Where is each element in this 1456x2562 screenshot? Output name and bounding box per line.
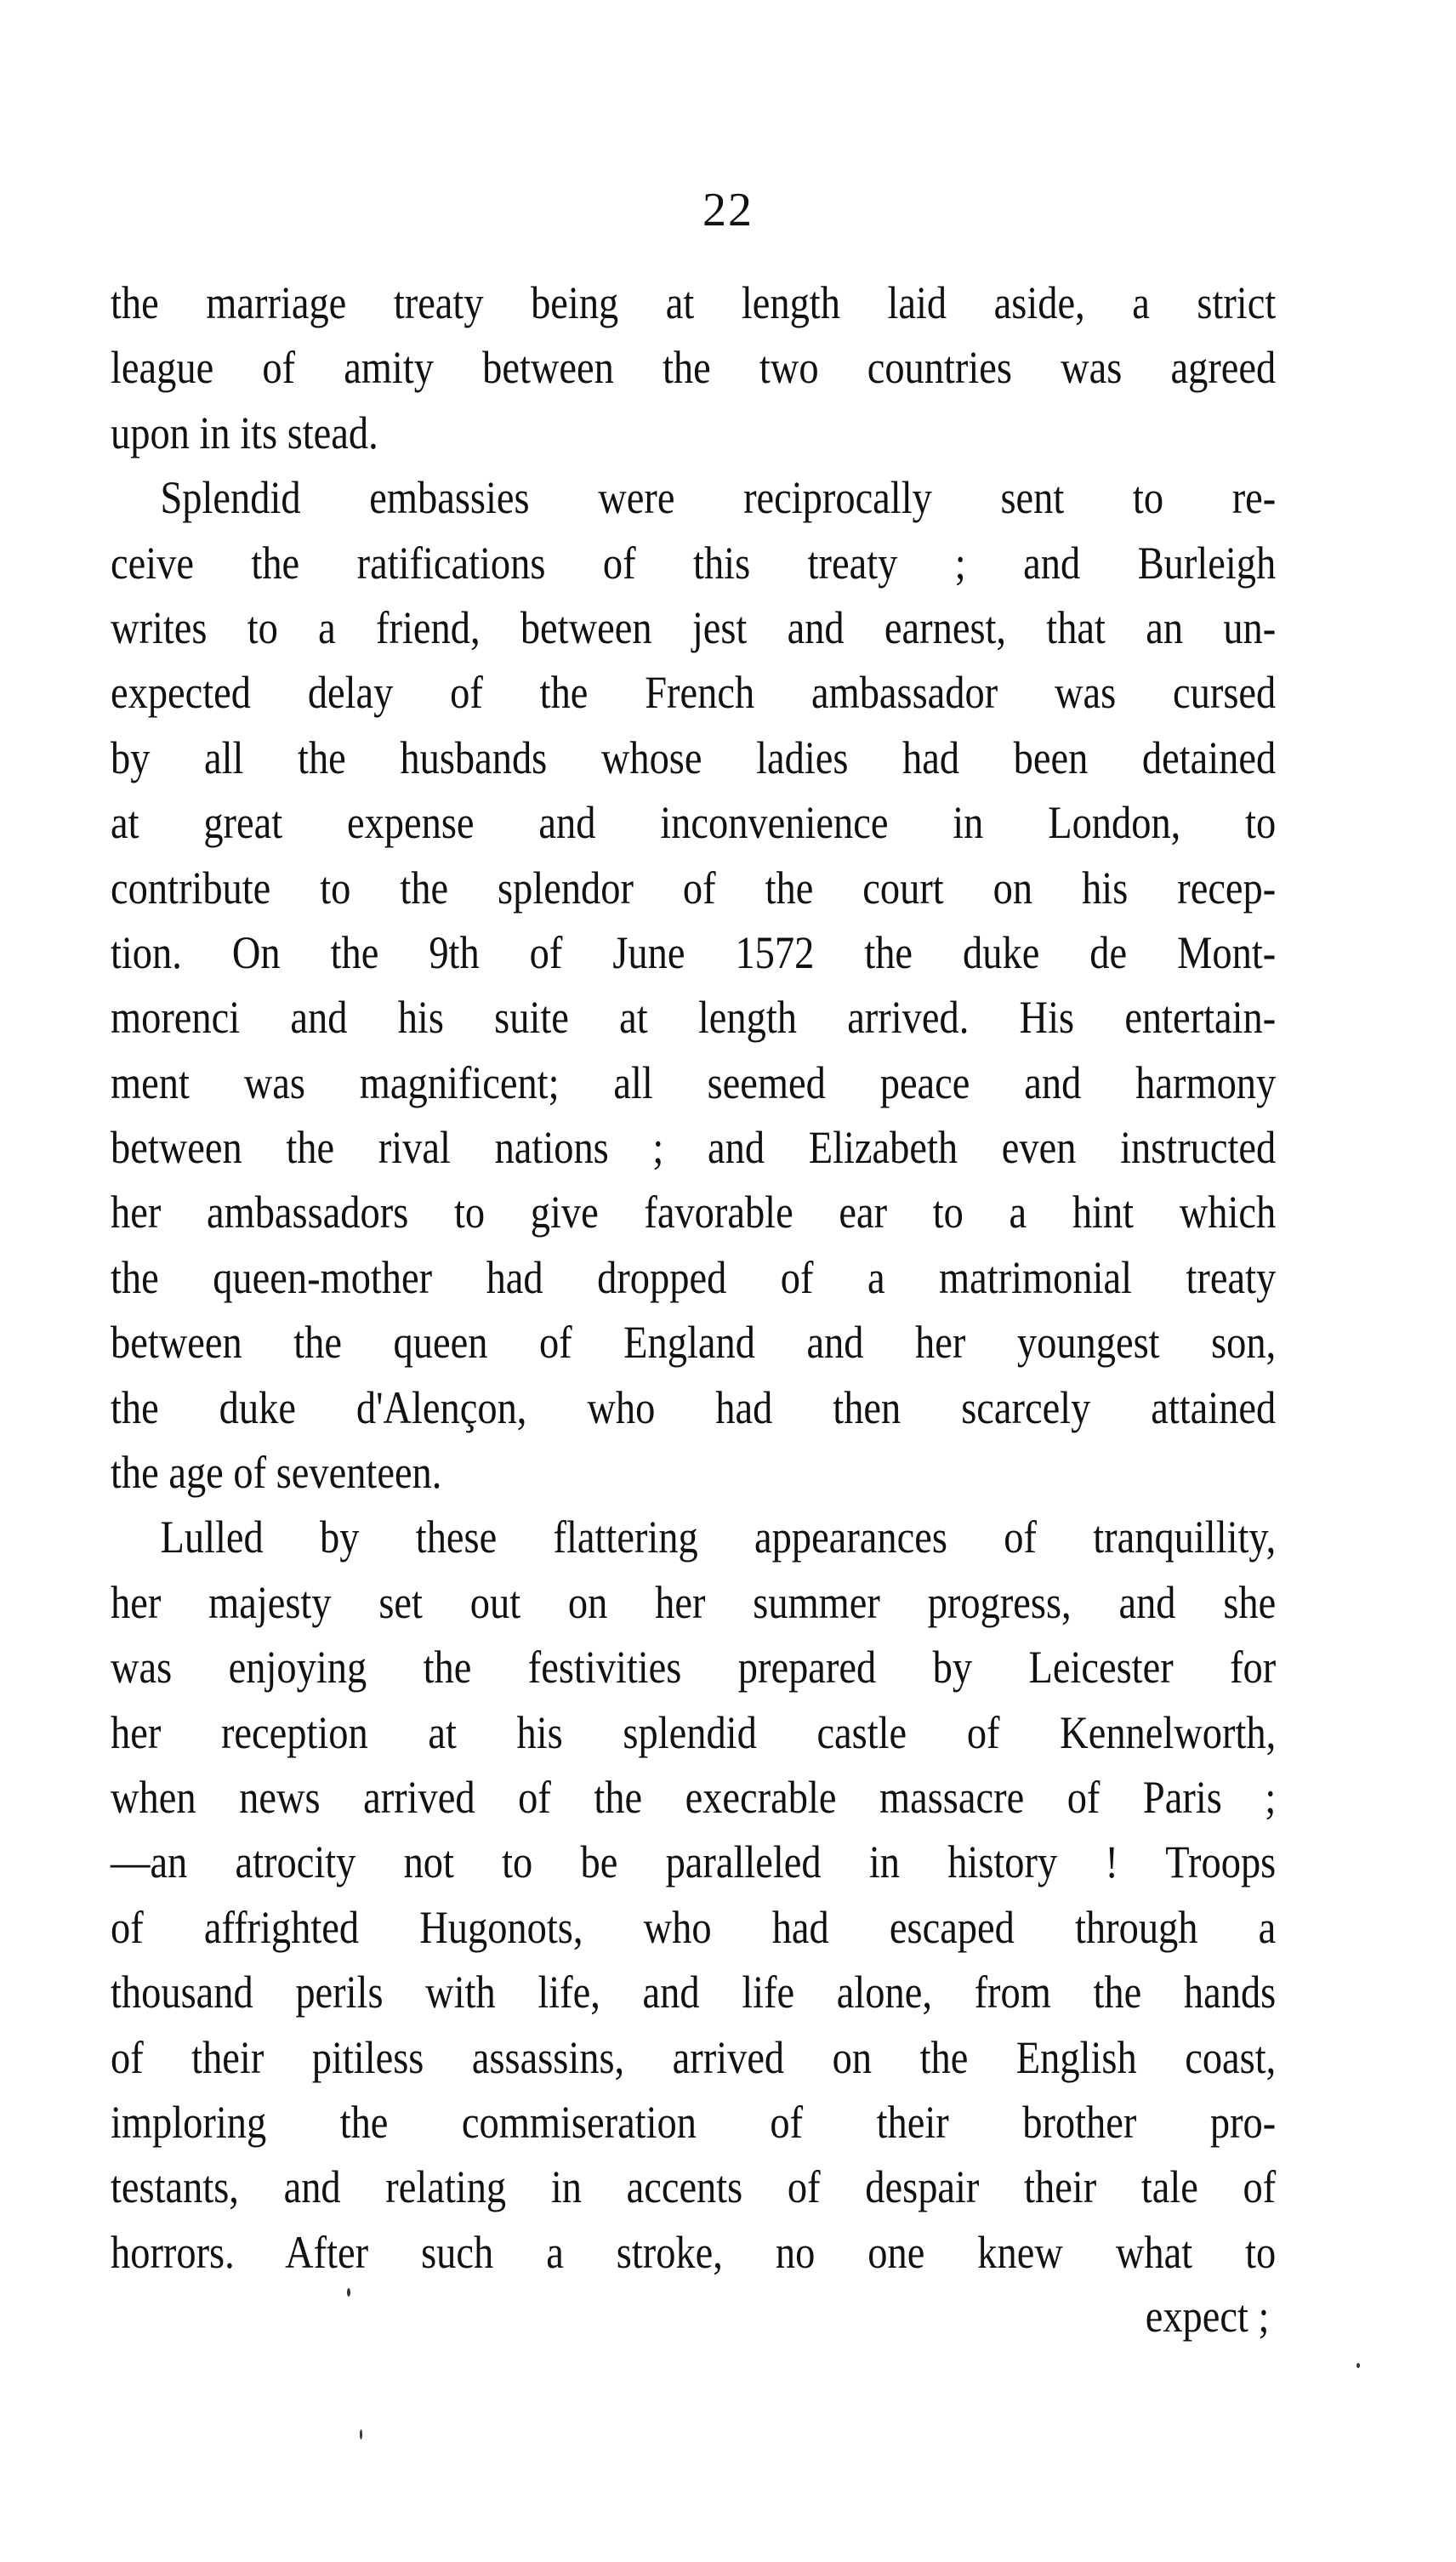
text-line: horrors. After such a stroke, no one knew what to [111, 2226, 1277, 2278]
text-line: the duke d'Alençon, who had then scarcely attained [111, 1381, 1277, 1433]
text-line: expected delay of the French ambassador was cursed [111, 667, 1277, 719]
text-line: the marriage treaty being at length laid aside, a strict [111, 277, 1277, 328]
ink-speck [347, 2288, 350, 2297]
text-line: the queen-mother had dropped of a matrimonial treaty [111, 1251, 1277, 1303]
text-line: writes to a friend, between jest and earnest, that an un- [111, 601, 1277, 653]
text-line: imploring the commiseration of their brother pro- [111, 2096, 1277, 2148]
page-number: 22 [702, 184, 754, 236]
text-line: tion. On the 9th of June 1572 the duke de Mont- [111, 926, 1277, 978]
text-line: contribute to the splendor of the court on his recep- [111, 862, 1277, 914]
catchword: expect ; [1145, 2291, 1269, 2342]
text-line: morenci and his suite at length arrived. His entertain- [111, 992, 1277, 1044]
text-line: her reception at his splendid castle of Kennelworth, [111, 1706, 1277, 1758]
text-line: at great expense and inconvenience in London, to [111, 797, 1277, 849]
ink-speck [1356, 2363, 1360, 2368]
text-line: was enjoying the festivities prepared by Leicester for [111, 1642, 1277, 1694]
text-line: ment was magnificent; all seemed peace and harmony [111, 1056, 1277, 1108]
ink-speck [360, 2429, 362, 2440]
body-text [111, 270, 1276, 2285]
text-line: the age of seventeen. [111, 1447, 442, 1499]
text-line: her ambassadors to give favorable ear to a hint which [111, 1187, 1277, 1238]
text-line: between the queen of England and her youngest son, [111, 1317, 1277, 1369]
text-line: ceive the ratifications of this treaty ; and Burleigh [111, 537, 1277, 589]
text-line: thousand perils with life, and life alone, from the hands [111, 1967, 1277, 2018]
text-line: of their pitiless assassins, arrived on the English coast, [111, 2031, 1277, 2083]
text-line: league of amity between the two countries was agreed [111, 342, 1277, 394]
text-line: —an atrocity not to be paralleled in history ! Troops [111, 1836, 1277, 1888]
paragraph [111, 465, 1276, 1505]
text-line: upon in its stead. [111, 407, 378, 458]
text-line: her majesty set out on her summer progress, and she [111, 1576, 1277, 1628]
paragraph [111, 270, 1276, 465]
text-line: by all the husbands whose ladies had been detained [111, 732, 1277, 783]
paragraph [111, 1505, 1276, 2285]
text-line: Lulled by these flattering appearances of tranquillity, [160, 1512, 1277, 1563]
text-line: when news arrived of the execrable massacre of Paris ; [111, 1771, 1277, 1823]
text-line: Splendid embassies were reciprocally sent to re- [160, 472, 1277, 524]
text-line: testants, and relating in accents of despair their tale of [111, 2161, 1277, 2213]
text-line: between the rival nations ; and Elizabeth even instructed [111, 1122, 1277, 1174]
text-line: of affrighted Hugonots, who had escaped through a [111, 1901, 1277, 1953]
